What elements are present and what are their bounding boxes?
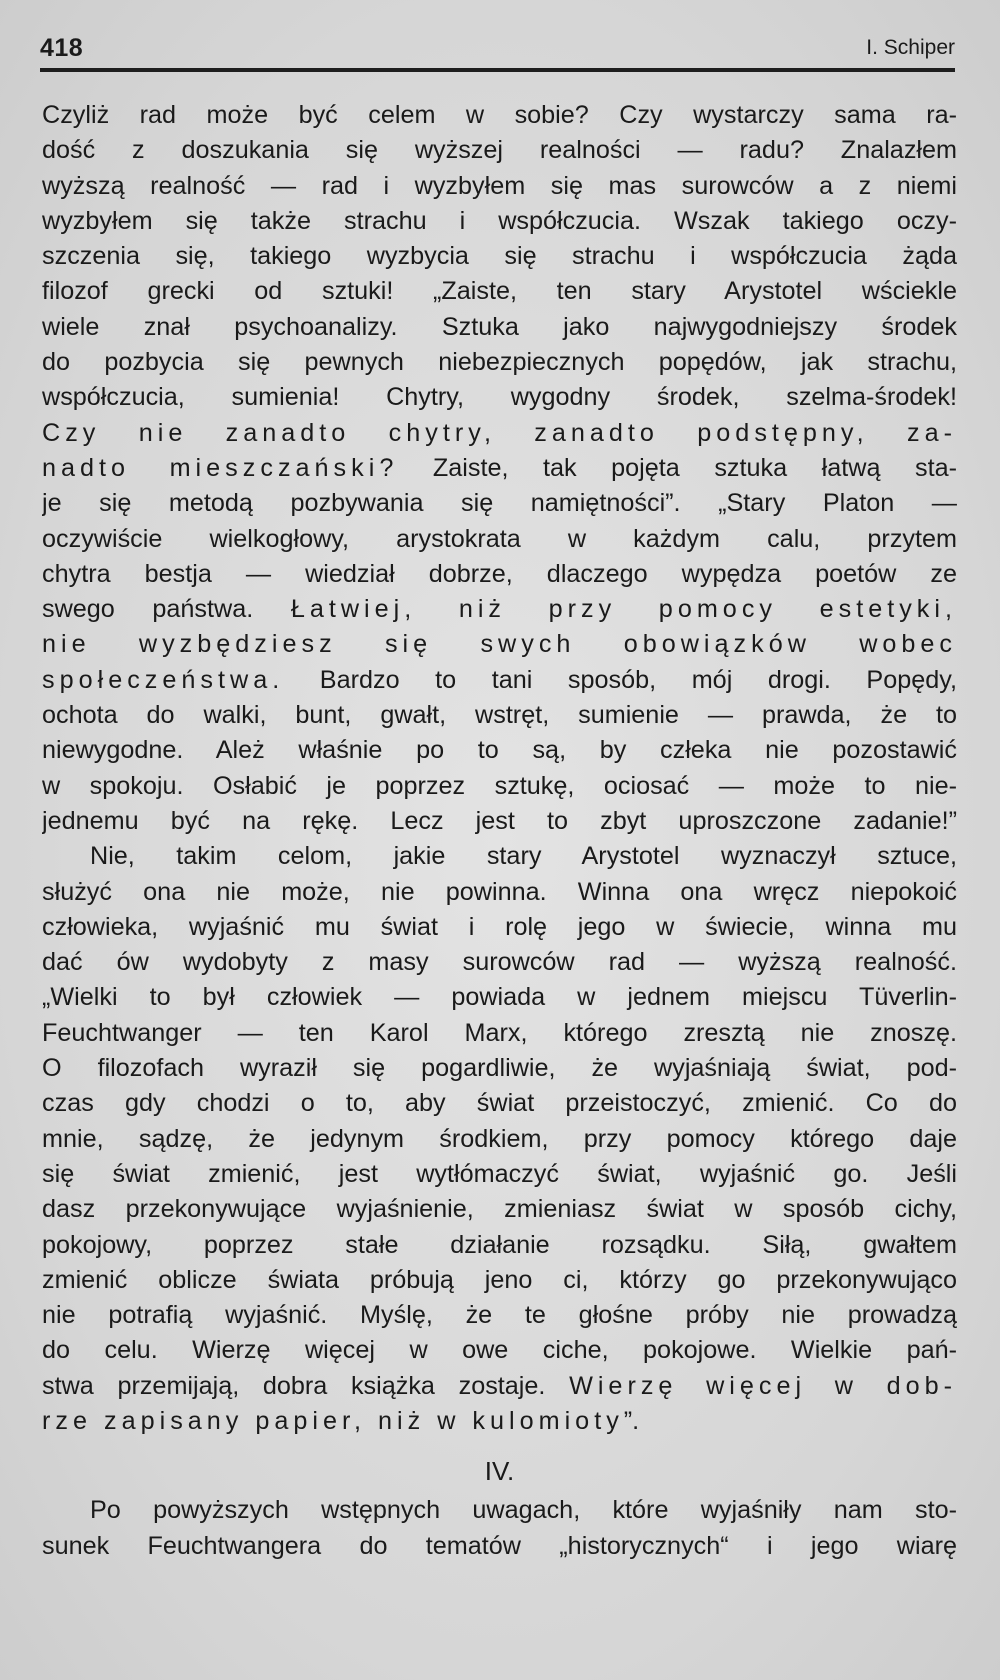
text-line: wyższą realność — rad i wyzbyłem się mas surowców a z niemi xyxy=(42,171,957,200)
running-head: I. Schiper xyxy=(866,36,955,59)
text-line: dać ów wydobyty z masy surowców rad — wyższą realność. xyxy=(42,948,957,977)
text-line: sunek Feuchtwangera do tematów „historycznych“ i jego wiarę xyxy=(42,1531,957,1560)
text-line-spaced: Czy nie zanadto chytry, zanadto podstępny, za- xyxy=(42,418,957,447)
section-heading: IV. xyxy=(484,1456,515,1487)
text-line: do pozbycia się pewnych niebezpiecznych popędów, jak strachu, xyxy=(42,348,957,377)
text-line: O filozofach wyraził się pogardliwie, że wyjaśniają świat, pod- xyxy=(42,1054,957,1083)
text-run: Zaiste, tak pojęta sztuka łatwą sta- xyxy=(398,453,957,482)
text-line: szczenia się, takiego wyzbycia się strachu i współczucia żąda xyxy=(42,242,957,271)
text-run: Bardzo to tani sposób, mój drogi. Popędy, xyxy=(284,665,957,694)
page-number: 418 xyxy=(40,34,84,62)
header-rule xyxy=(40,68,955,72)
text-line: w spokoju. Osłabić je poprzez sztukę, ociosać — może to nie- xyxy=(42,771,957,800)
section-gap xyxy=(42,1439,957,1449)
text-line: Czyliż rad może być celem w sobie? Czy wystarczy sama ra- xyxy=(42,101,957,129)
page-header xyxy=(40,30,955,66)
text-line: niewygodne. Ależ właśnie po to są, by człeka nie pozostawić xyxy=(42,736,957,765)
text-line: Feuchtwanger — ten Karol Marx, którego zresztą nie znoszę. xyxy=(42,1018,957,1047)
text-line: służyć ona nie może, nie powinna. Winna ona wręcz niepokoić xyxy=(42,877,957,906)
text-line: zmienić oblicze świata próbują jeno ci, którzy go przekonywująco xyxy=(42,1265,957,1294)
text-line: filozof grecki od sztuki! „Zaiste, ten stary Arystotel wściekle xyxy=(42,277,957,306)
text-line: oczywiście wielkogłowy, arystokrata w każdym calu, przytem xyxy=(42,524,957,553)
text-line: pokojowy, poprzez stałe działanie rozsądku. Siłą, gwałtem xyxy=(42,1230,957,1259)
text-line xyxy=(42,1369,957,1404)
text-line: Po powyższych wstępnych uwagach, które wyjaśniły nam sto- xyxy=(90,1496,957,1525)
text-line: ochota do walki, bunt, gwałt, wstręt, sumienie — prawda, że to xyxy=(42,701,957,730)
emphasis-spaced: społeczeństwa. xyxy=(42,665,285,694)
text-line: do celu. Wierzę więcej w owe ciche, pokojowe. Wielkie pań- xyxy=(42,1336,957,1365)
body-text xyxy=(42,98,957,1564)
text-line: nie potrafią wyjaśnić. Myślę, że te głośne próby nie prowadzą xyxy=(42,1301,957,1330)
text-line-spaced: nie wyzbędziesz się swych obowiązków wobec xyxy=(42,630,957,659)
text-line xyxy=(42,1404,957,1439)
text-line: Nie, takim celom, jakie stary Arystotel wyznaczył sztuce, xyxy=(90,842,957,871)
text-line: wiele znał psychoanalizy. Sztuka jako najwygodniejszy środek xyxy=(42,312,957,341)
text-line: je się metodą pozbywania się namiętności”. „Stary Platon — xyxy=(42,489,957,518)
text-line: jednemu być na rękę. Lecz jest to zbyt uproszczone zadanie!” xyxy=(42,806,957,835)
text-line: dość z doszukania się wyższej realności — radu? Znalazłem xyxy=(42,136,957,165)
text-line: dasz przekonywujące wyjaśnienie, zmieniasz świat w sposób cichy, xyxy=(42,1195,957,1224)
text-line: współczucia, sumienia! Chytry, wygodny środek, szelma-środek! xyxy=(42,383,957,412)
text-line: chytra bestja — wiedział dobrze, dlaczego wypędza poetów ze xyxy=(42,559,957,588)
text-line: się świat zmienić, jest wytłómaczyć świat, wyjaśnić go. Jeśli xyxy=(42,1159,957,1188)
text-line: czas gdy chodzi o to, aby świat przeistoczyć, zmienić. Co do xyxy=(42,1089,957,1118)
text-line xyxy=(42,592,957,627)
text-line xyxy=(42,451,957,486)
text-line: „Wielki to był człowiek — powiada w jednem miejscu Tüverlin- xyxy=(42,983,957,1012)
text-line: mnie, sądzę, że jedynym środkiem, przy pomocy którego daje xyxy=(42,1124,957,1153)
text-line: człowieka, wyjaśnić mu świat i rolę jego w świecie, winna mu xyxy=(42,912,957,941)
text-run: stwa przemijają, dobra książka zostaje. xyxy=(42,1371,570,1400)
emphasis-spaced: Łatwiej, niż przy pomocy estetyki, xyxy=(290,595,957,624)
emphasis-spaced: Wierzę więcej w dob- xyxy=(569,1371,957,1400)
text-run: ”. xyxy=(623,1406,640,1435)
text-line xyxy=(42,663,957,698)
emphasis-spaced: nadto mieszczański? xyxy=(42,453,399,482)
emphasis-spaced: rze zapisany papier, niż w kulomioty xyxy=(42,1406,624,1435)
text-line: wyzbyłem się także strachu i współczucia. Wszak takiego oczy- xyxy=(42,206,957,235)
text-run: swego państwa. xyxy=(42,595,291,624)
